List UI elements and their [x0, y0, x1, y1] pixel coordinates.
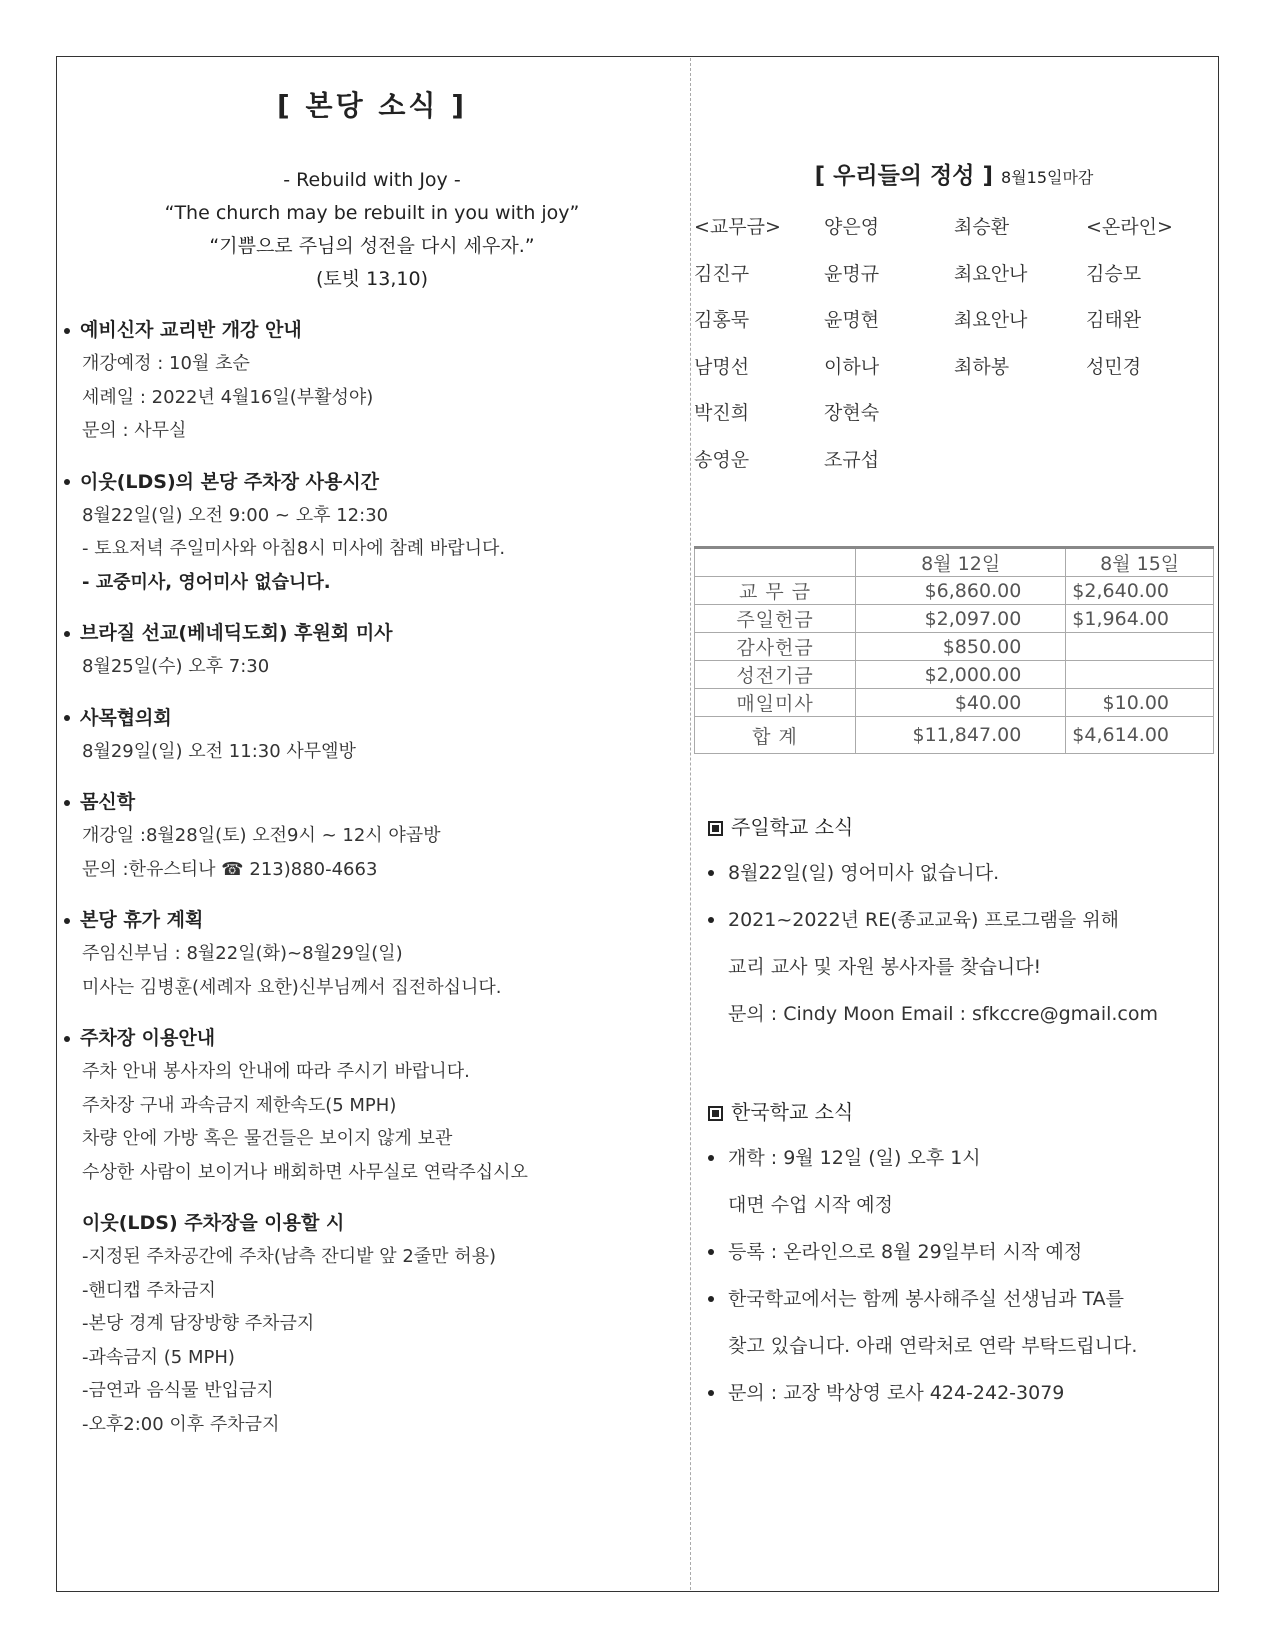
announcement-pastoral-council: [64, 702, 680, 769]
bullet-icon: [708, 1249, 714, 1255]
table-cell: $11,847.00: [856, 717, 1066, 754]
announcement-line: 개강예정 : 10월 초순: [82, 353, 250, 374]
donor-name: 성민경: [1086, 355, 1142, 378]
announcement-subtitle: 이웃(LDS) 주차장을 이용할 시: [82, 1212, 345, 1234]
table-cell: [1066, 661, 1214, 689]
motto-line: “기쁨으로 주님의 성전을 다시 세우자.”: [209, 235, 535, 257]
announcement-vacation: [64, 904, 680, 1004]
announcement-title: 브라질 선교(베네딕도회) 후원회 미사: [80, 622, 393, 644]
table-cell: $10.00: [1066, 689, 1214, 717]
news-item: [708, 1182, 1208, 1229]
donor-name: <온라인>: [1086, 216, 1173, 238]
news-item-text: 문의 : Cindy Moon Email : sfkccre@gmail.com: [728, 1003, 1158, 1025]
table-cell: $6,860.00: [856, 577, 1066, 605]
table-cell: $1,964.00: [1066, 605, 1214, 633]
parish-news-column: [64, 72, 680, 1441]
announcement-line: -지정된 주차공간에 주차(남측 잔디밭 앞 2줄만 허용): [82, 1246, 497, 1267]
donor-name-grid: [694, 204, 1214, 483]
donor-name: 윤명규: [824, 262, 880, 285]
announcement-line: -금연과 음식물 반입금지: [82, 1380, 274, 1401]
news-item: [708, 1370, 1208, 1417]
announcement-line: 수상한 사람이 보이거나 배회하면 사무실로 연락주십시오: [82, 1161, 528, 1183]
table-cell: $2,097.00: [856, 605, 1066, 633]
page-title: [ 본당 소식 ]: [276, 89, 468, 122]
donor-name: 최승환: [954, 216, 1010, 238]
table-total-row: [695, 717, 1214, 754]
news-item-text: 문의 : 교장 박상영 로사 424-242-3079: [728, 1382, 1065, 1404]
bullet-icon: [64, 800, 70, 806]
table-row: [695, 633, 1214, 661]
table-cell: $2,000.00: [856, 661, 1066, 689]
announcement-title: 몸신학: [80, 791, 136, 813]
announcement-line: 8월25일(수) 오후 7:30: [82, 656, 270, 677]
news-item-text: 개학 : 9월 12일 (일) 오후 1시: [728, 1147, 981, 1169]
news-item: [708, 1135, 1208, 1182]
news-item-text: 대면 수업 시작 예정: [728, 1194, 893, 1216]
bullet-icon: [64, 328, 70, 334]
column-header: [695, 548, 856, 577]
announcement-title: 주차장 이용안내: [80, 1027, 216, 1049]
announcement-line: 8월29일(일) 오전 11:30 사무엘방: [82, 740, 356, 762]
donor-name: 김홍묵: [694, 309, 750, 331]
announcement-line: 문의 :한유스티나 ☎ 213)880-4663: [82, 858, 378, 880]
donor-name: 남명선: [694, 355, 750, 378]
bullet-icon: [708, 870, 714, 876]
announcement-line: 차량 안에 가방 혹은 물건들은 보이지 않게 보관: [82, 1128, 453, 1149]
donor-name: [1086, 437, 1216, 484]
announcement-line: 주차 안내 봉사자의 안내에 따라 주시기 바랍니다.: [82, 1061, 470, 1082]
table-row: [695, 661, 1214, 689]
table-cell: [1066, 633, 1214, 661]
announcement-line: -핸디캡 주차금지: [82, 1279, 216, 1301]
announcement-title: 예비신자 교리반 개강 안내: [80, 319, 302, 341]
news-item: [708, 991, 1208, 1038]
announcement-theology-of-body: [64, 786, 680, 886]
bullet-icon: [708, 1155, 714, 1161]
korean-school-news: [708, 1097, 1208, 1417]
motto: [64, 164, 680, 296]
announcement-line: 주차장 구내 과속금지 제한속도(5 MPH): [82, 1094, 397, 1116]
donor-name: 송영운: [694, 448, 750, 471]
motto-line: - Rebuild with Joy -: [283, 169, 461, 191]
announcement-title: 사목협의회: [80, 706, 172, 729]
offerings-column: [694, 72, 1214, 483]
offerings-deadline: 8월15일마감: [1001, 168, 1094, 187]
news-item: [708, 850, 1208, 897]
row-label: 합 계: [695, 717, 856, 754]
announcement-line: 문의 : 사무실: [82, 420, 187, 441]
section-title: 주일학교 소식: [731, 815, 854, 839]
donor-name: 김승모: [1086, 262, 1142, 285]
donor-name: [954, 390, 1086, 437]
announcement-line: 주임신부님 : 8월22일(화)~8월29일(일): [82, 943, 403, 964]
news-item-text: 교리 교사 및 자원 봉사자를 찾습니다!: [728, 956, 1042, 978]
offerings-title: [ 우리들의 정성 ]: [814, 163, 993, 189]
announcement-line: - 토요저녁 주일미사와 아침8시 미사에 참례 바랍니다.: [82, 538, 506, 559]
news-item-text: 한국학교에서는 함께 봉사해주실 선생님과 TA를: [728, 1288, 1125, 1310]
news-item-text: 등록 : 온라인으로 8월 29일부터 시작 예정: [728, 1241, 1083, 1263]
announcement-line: 8월22일(일) 오전 9:00 ~ 오후 12:30: [82, 504, 389, 526]
bullet-icon: [708, 1296, 714, 1302]
table-cell: $850.00: [856, 633, 1066, 661]
bullet-icon: [708, 917, 714, 923]
donor-name: 최요안나: [954, 309, 1028, 331]
donor-name: [1086, 390, 1216, 437]
donor-name: 조규섭: [824, 448, 880, 471]
section-title: 한국학교 소식: [731, 1100, 854, 1124]
donor-name: 박진희: [694, 402, 750, 424]
announcement-parking-guide: [64, 1022, 680, 1441]
bullet-icon: [64, 479, 70, 485]
offerings-heading: [694, 157, 1214, 190]
news-item-text: 8월22일(일) 영어미사 없습니다.: [728, 862, 1000, 884]
row-label: 매일미사: [695, 689, 856, 717]
donor-name: 김진구: [694, 262, 750, 285]
news-item: [708, 1323, 1208, 1370]
sunday-school-news: [708, 812, 1208, 1038]
row-label: 주일헌금: [695, 605, 856, 633]
row-label: 감사헌금: [695, 633, 856, 661]
table-row: [695, 689, 1214, 717]
announcement-line: -과속금지 (5 MPH): [82, 1346, 235, 1368]
donor-name: 최요안나: [954, 262, 1028, 285]
announcement-line: 개강일 :8월28일(토) 오전9시 ~ 12시 야곱방: [82, 825, 441, 846]
donor-name: 이하나: [824, 355, 880, 378]
announcement-list: [64, 314, 680, 1441]
square-bullet-icon: [708, 821, 723, 836]
announcement-line: - 교중미사, 영어미사 없습니다.: [82, 571, 331, 593]
news-item: [708, 897, 1208, 944]
donor-name: 윤명현: [824, 309, 880, 331]
row-label: 교 무 금: [695, 577, 856, 605]
announcement-line: 미사는 김병훈(세례자 요한)신부님께서 집전하십니다.: [82, 976, 502, 998]
announcement-title: 이웃(LDS)의 본당 주차장 사용시간: [80, 470, 380, 493]
bullet-icon: [64, 715, 70, 721]
column-divider: [690, 58, 691, 1590]
donor-name: 김태완: [1086, 309, 1142, 331]
table-header-row: [695, 548, 1214, 577]
finance-table: [694, 546, 1214, 754]
news-item: [708, 944, 1208, 991]
column-header: 8월 12일: [856, 548, 1066, 577]
row-label: 성전기금: [695, 661, 856, 689]
donor-name: [954, 437, 1086, 484]
news-item-text: 2021~2022년 RE(종교교육) 프로그램을 위해: [728, 909, 1120, 931]
bullet-icon: [64, 1036, 70, 1042]
donor-name: 양은영: [824, 216, 880, 238]
square-bullet-icon: [708, 1106, 723, 1121]
announcement-catechumen: [64, 314, 680, 448]
news-item: [708, 1229, 1208, 1276]
table-cell: $4,614.00: [1066, 717, 1214, 754]
announcement-line: -본당 경계 담장방향 주차금지: [82, 1313, 315, 1334]
table-row: [695, 577, 1214, 605]
announcement-brazil-mission: [64, 617, 680, 684]
announcement-line: 세례일 : 2022년 4월16일(부활성야): [82, 386, 374, 408]
news-item: [708, 1276, 1208, 1323]
news-item-text: 찾고 있습니다. 아래 연락처로 연락 부탁드립니다.: [728, 1335, 1138, 1357]
donor-name: <교무금>: [694, 216, 781, 238]
announcement-line: -오후2:00 이후 주차금지: [82, 1413, 280, 1435]
announcement-title: 본당 휴가 계획: [80, 909, 204, 931]
donor-name: 최하봉: [954, 355, 1010, 378]
bullet-icon: [64, 631, 70, 637]
bullet-icon: [708, 1390, 714, 1396]
table-row: [695, 605, 1214, 633]
announcement-lds-parking: [64, 466, 680, 600]
table-cell: $40.00: [856, 689, 1066, 717]
table-cell: $2,640.00: [1066, 577, 1214, 605]
motto-line: (토빗 13,10): [316, 268, 428, 290]
donor-name: 장현숙: [824, 402, 880, 424]
bullet-icon: [64, 918, 70, 924]
motto-line: “The church may be rebuilt in you with joy”: [164, 202, 580, 224]
column-header: 8월 15일: [1066, 548, 1214, 577]
